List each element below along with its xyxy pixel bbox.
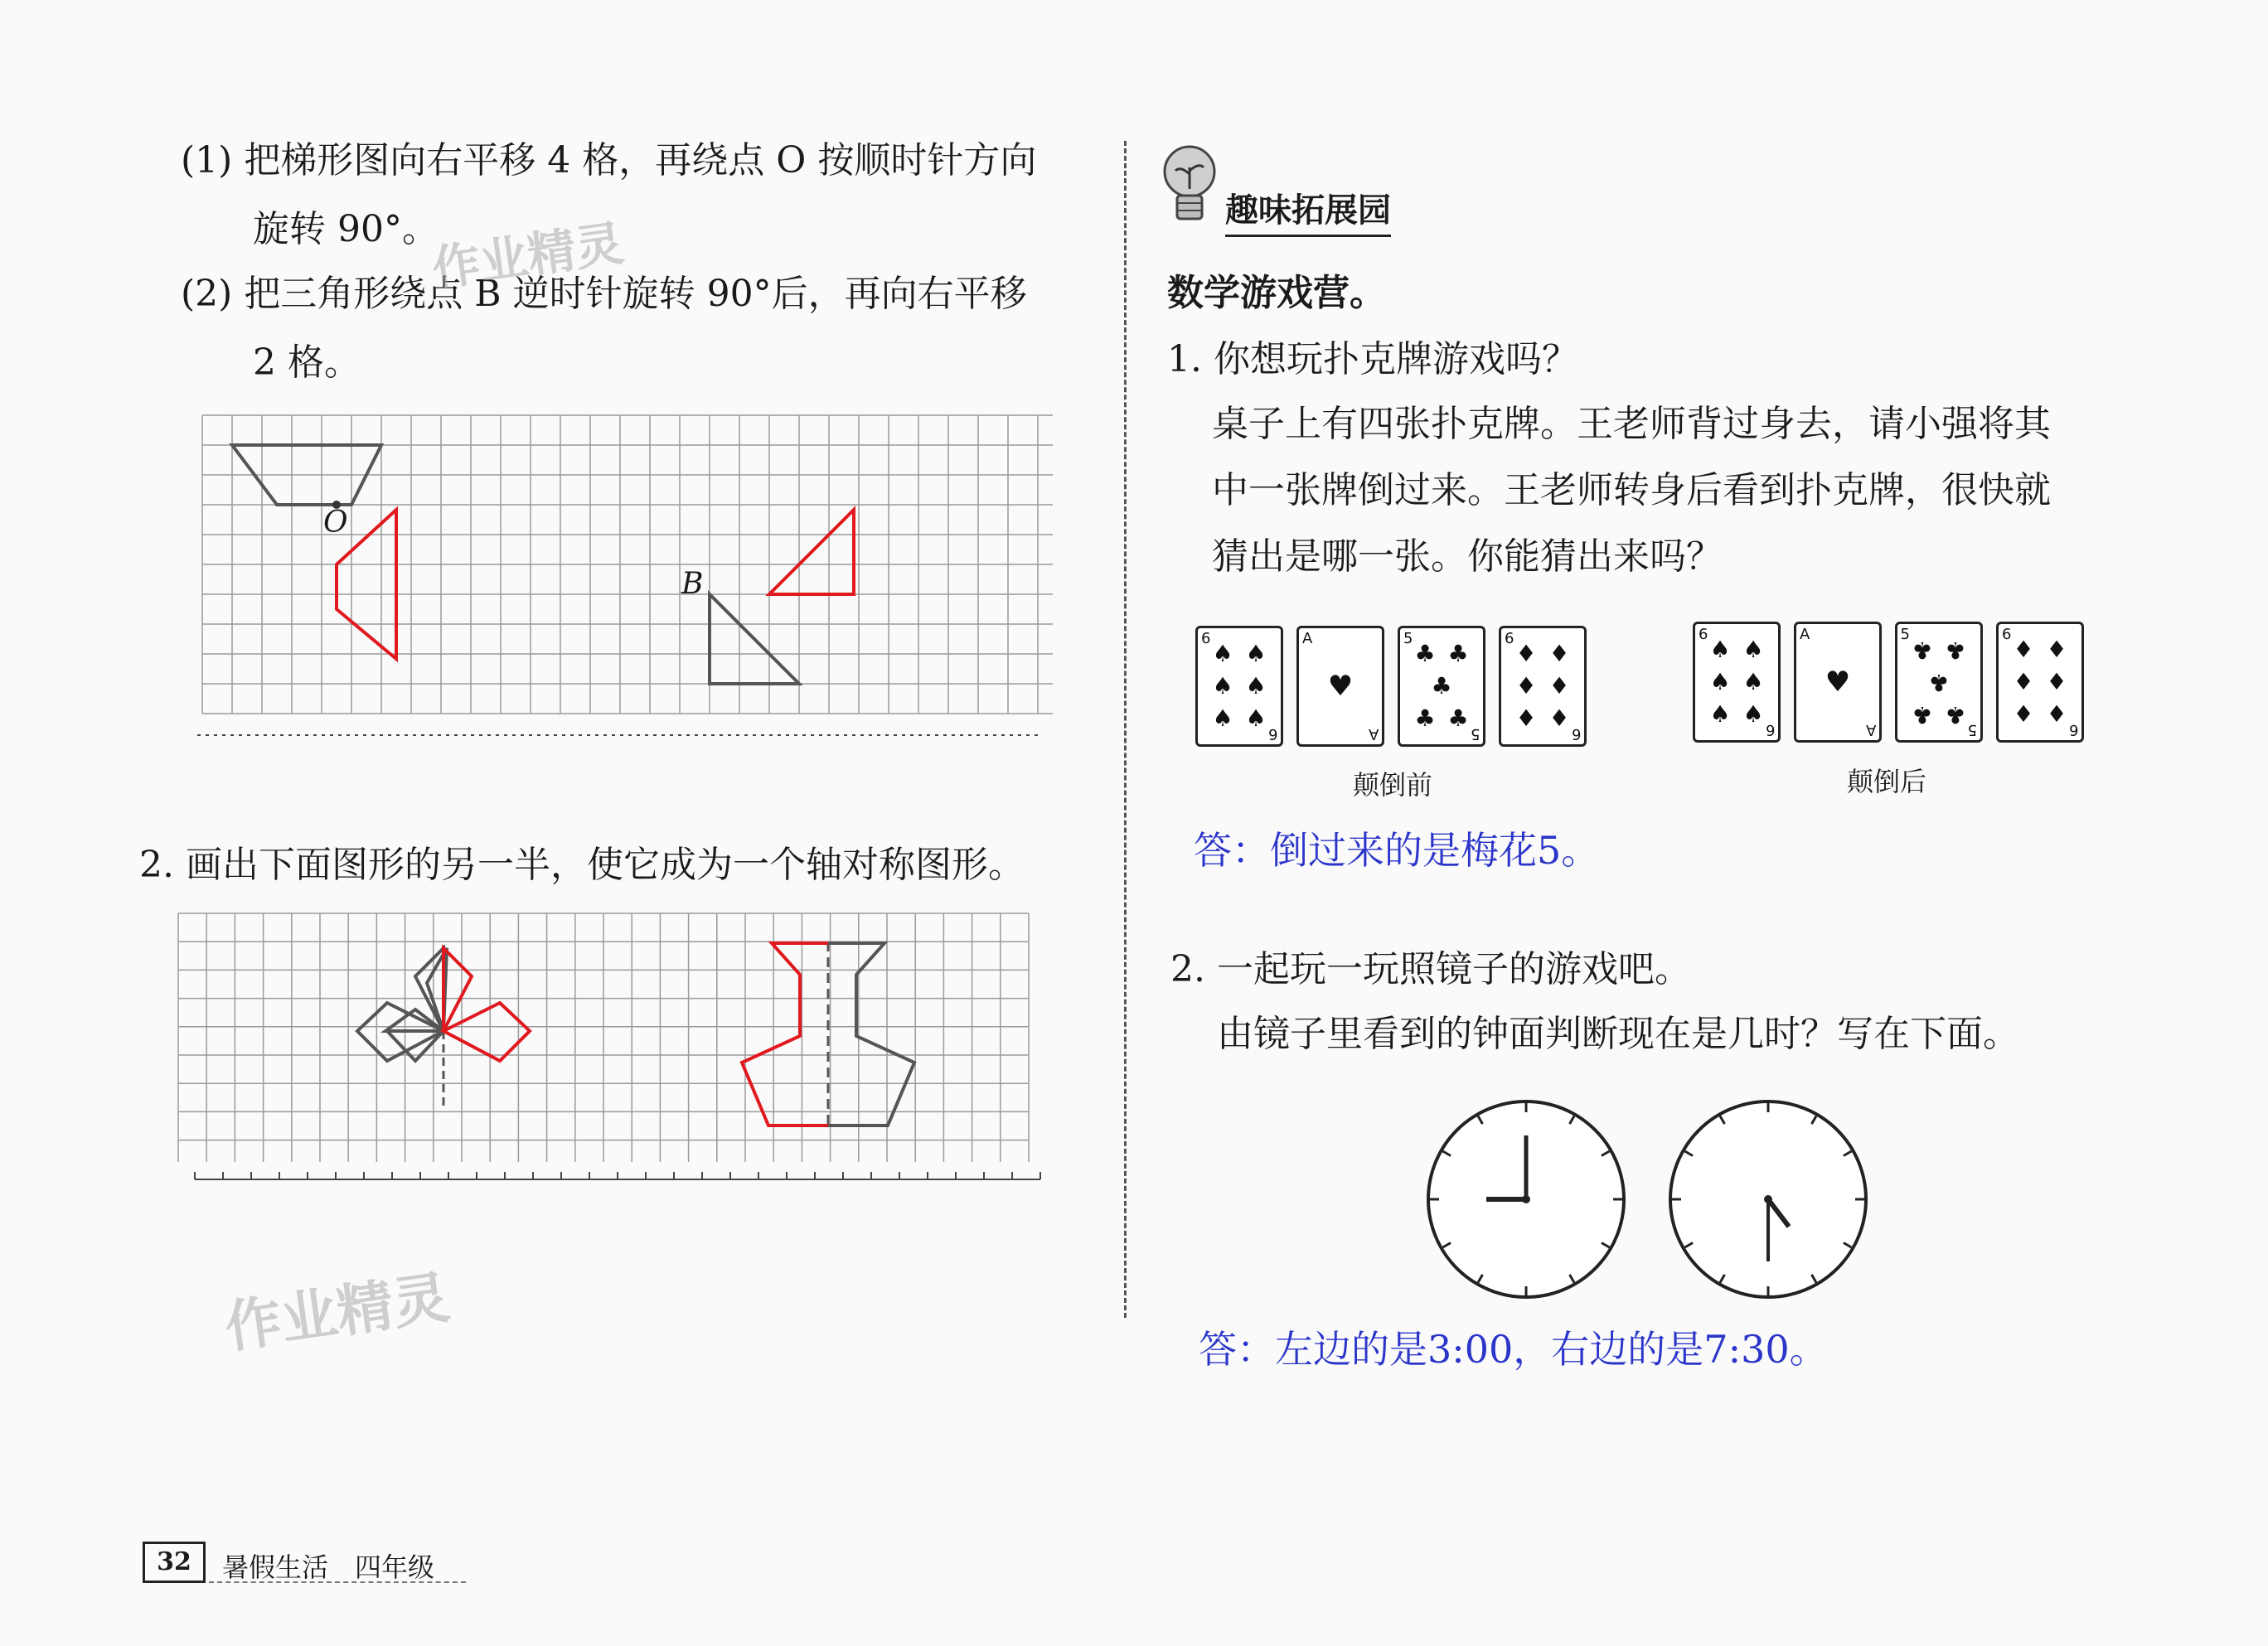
club-icon: ♣	[1414, 704, 1436, 733]
q1-line3: 猜出是哪一张。你能猜出来吗？	[1212, 535, 1723, 578]
card-rank: A	[1368, 725, 1379, 743]
club-icon: ♣	[1912, 636, 1933, 664]
q2-text: 2. 画出下面图形的另一半，使它成为一个轴对称图形。	[139, 844, 1025, 886]
spade-icon: ♠	[1742, 668, 1764, 695]
grid-1-lines	[202, 415, 1053, 714]
diamond-icon: ♦	[2046, 668, 2067, 695]
answer-1: 答：倒过来的是梅花5。	[1194, 828, 1600, 873]
card-rank: 5	[1967, 721, 1977, 738]
diamond-icon: ♦	[1548, 639, 1570, 667]
club-icon: ♣	[1945, 701, 1966, 729]
cards-before	[1195, 626, 1602, 750]
q2-title: 2. 一起玩一玩照镜子的游戏吧。	[1170, 948, 1691, 990]
answer-2: 答：左边的是3:00，右边的是7:30。	[1199, 1327, 1828, 1372]
watermark-top: 作业精灵	[429, 215, 628, 298]
triangle-moved	[769, 510, 854, 594]
playing-card-club	[1895, 622, 1983, 743]
clock-right	[1665, 1096, 1872, 1303]
spade-icon: ♠	[1742, 700, 1764, 729]
card-rank: 6	[1699, 626, 1708, 643]
diamond-icon: ♦	[2046, 635, 2067, 663]
grid-2	[178, 910, 1049, 1184]
card-rank: 6	[1505, 630, 1514, 647]
playing-card-spade	[1195, 626, 1283, 747]
q1-2-line1: (2) 把三角形绕点 B 逆时针旋转 90°后，再向右平移	[181, 273, 1027, 315]
playing-card-heart	[1794, 622, 1882, 743]
q1-1-line1: (1) 把梯形图向右平移 4 格，再绕点 O 按顺时针方向	[181, 139, 1037, 182]
diamond-icon: ♦	[2046, 700, 2067, 729]
diamond-icon: ♦	[1548, 704, 1570, 733]
section-title: 趣味拓展园	[1225, 184, 1391, 237]
spade-icon: ♠	[1709, 668, 1731, 695]
card-rank: 6	[2068, 721, 2078, 738]
diamond-icon: ♦	[2013, 700, 2034, 729]
q1-2-line2: 2 格。	[253, 341, 361, 384]
card-rank: A	[1800, 626, 1810, 643]
diamond-icon: ♦	[1515, 704, 1537, 733]
cards-after-label: 颠倒后	[1847, 766, 1927, 797]
club-icon: ♣	[1912, 701, 1933, 729]
spade-icon: ♠	[1709, 700, 1731, 729]
watermark-bottom: 作业精灵	[220, 1265, 454, 1362]
cards-after	[1693, 622, 2099, 746]
diamond-icon: ♦	[1548, 672, 1570, 700]
card-rank: 6	[1571, 725, 1581, 743]
club-icon: ♣	[1945, 636, 1966, 664]
heart-icon: ♥	[1825, 666, 1851, 699]
q1-title: 1. 你想玩扑克牌游戏吗？	[1167, 338, 1578, 380]
spade-icon: ♠	[1212, 704, 1233, 733]
q2-line1: 由镜子里看到的钟面判断现在是几时？写在下面。	[1217, 1013, 2019, 1055]
club-icon: ♣	[1447, 639, 1469, 667]
spade-icon: ♠	[1212, 639, 1233, 667]
grid-1	[197, 410, 1068, 742]
grid-2-lines	[178, 913, 1029, 1162]
diamond-icon: ♦	[1515, 639, 1537, 667]
clock-left	[1422, 1096, 1630, 1303]
card-rank: 5	[1901, 626, 1911, 643]
card-rank: 6	[1765, 721, 1775, 738]
diamond-icon: ♦	[2013, 635, 2034, 663]
club-icon: ♣	[1431, 672, 1452, 700]
playing-card-diamond	[1499, 626, 1587, 747]
book-title: 暑假生活 四年级	[222, 1552, 435, 1583]
page-number: 32	[143, 1542, 206, 1583]
playing-card-heart	[1296, 626, 1384, 747]
card-rank: 6	[1201, 630, 1211, 647]
club-icon: ♣	[1928, 669, 1950, 696]
card-rank: A	[1865, 721, 1876, 738]
label-b: B	[681, 567, 704, 601]
diamond-icon: ♦	[1515, 672, 1537, 700]
spade-icon: ♠	[1245, 639, 1267, 667]
lightbulb-icon	[1161, 143, 1219, 234]
spade-icon: ♠	[1212, 672, 1233, 700]
cards-before-label: 颠倒前	[1353, 769, 1433, 801]
card-rank: 5	[1403, 630, 1413, 647]
spade-icon: ♠	[1742, 635, 1764, 663]
spade-icon: ♠	[1709, 635, 1731, 663]
column-divider	[1124, 141, 1127, 1318]
triangle-original	[710, 594, 799, 684]
playing-card-diamond	[1996, 622, 2084, 743]
club-icon: ♣	[1414, 639, 1436, 667]
q1-1-line2: 旋转 90°。	[253, 208, 439, 250]
spade-icon: ♠	[1245, 704, 1267, 733]
playing-card-spade	[1693, 622, 1781, 743]
card-rank: 6	[2002, 626, 2012, 643]
heart-icon: ♥	[1327, 670, 1354, 703]
game-title: 数学游戏营。	[1167, 272, 1386, 314]
playing-card-club	[1398, 626, 1485, 747]
footer-rule	[209, 1581, 466, 1583]
club-icon: ♣	[1447, 704, 1469, 733]
diamond-icon: ♦	[2013, 668, 2034, 695]
label-o: O	[323, 506, 348, 540]
q1-line1: 桌子上有四张扑克牌。王老师背过身去，请小强将其	[1212, 403, 2051, 445]
card-rank: 5	[1470, 725, 1480, 743]
card-rank: 6	[1267, 725, 1277, 743]
spade-icon: ♠	[1245, 672, 1267, 700]
card-rank: A	[1302, 630, 1313, 647]
q1-line2: 中一张牌倒过来。王老师转身后看到扑克牌，很快就	[1212, 469, 2051, 511]
